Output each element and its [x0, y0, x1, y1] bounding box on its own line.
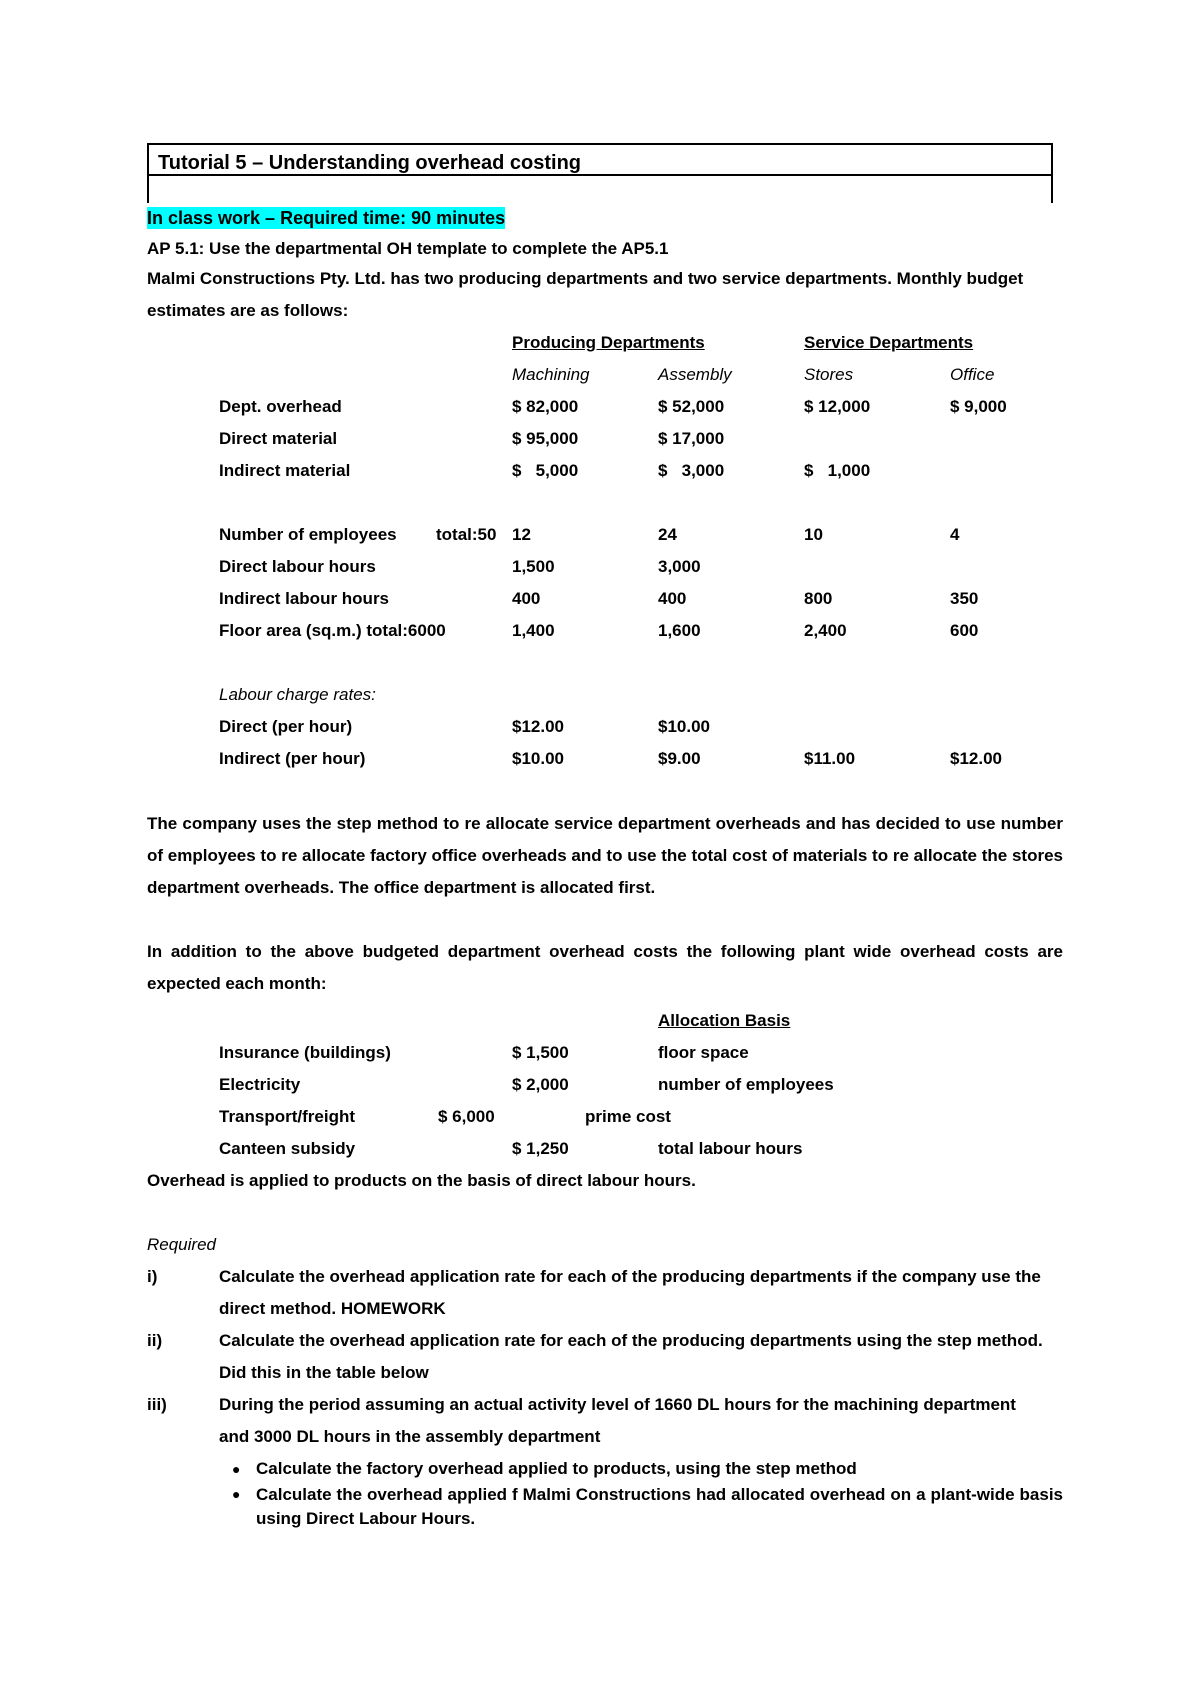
question-text: and 3000 DL hours in the assembly department: [219, 1427, 601, 1446]
applied-basis-line: Overhead is applied to products on the basis of direct labour hours.: [147, 1171, 696, 1190]
dept-assembly: Assembly: [658, 365, 732, 384]
cell-value: $ 17,000: [658, 429, 725, 448]
dept-stores: Stores: [804, 365, 854, 384]
cell-value: 3,000: [658, 557, 701, 576]
cell-value: $ 9,000: [950, 397, 1007, 416]
row-label-dept-overhead: Dept. overhead: [219, 397, 342, 416]
plant-cost-basis: floor space: [658, 1043, 749, 1062]
plant-cost-amount: $ 6,000: [438, 1107, 495, 1126]
cell-value: 600: [950, 621, 979, 640]
row-label-indirect-material: Indirect material: [219, 461, 351, 480]
cell-value: 4: [950, 525, 960, 544]
cell-value: 1,400: [512, 621, 555, 640]
allocation-basis-heading: Allocation Basis: [658, 1011, 791, 1030]
ap-instruction: AP 5.1: Use the departmental OH template to complete the AP5.1: [147, 239, 669, 258]
service-departments-heading: Service Departments: [804, 333, 974, 352]
cell-value: $ 52,000: [658, 397, 725, 416]
cell-value: $12.00: [950, 749, 1002, 768]
title-box-left-rule: [147, 143, 149, 203]
row-label-indirect-labour-hours: Indirect labour hours: [219, 589, 390, 608]
bullet-text: Calculate the overhead applied f Malmi Constructions had allocated overhead on a plant-wide basis using Direct Labour Hours.: [256, 1485, 1063, 1528]
row-label-indirect-rate: Indirect (per hour): [219, 749, 366, 768]
bullet-icon: ●: [232, 1486, 241, 1502]
question-text: Did this in the table below: [219, 1363, 429, 1382]
title-box-right-rule: [1051, 143, 1053, 203]
plant-cost-basis: total labour hours: [658, 1139, 803, 1158]
cell-value: 12: [512, 525, 531, 544]
title-box-top-rule: [147, 143, 1053, 145]
cell-value: 1,500: [512, 557, 555, 576]
question-text: direct method. HOMEWORK: [219, 1299, 446, 1318]
plant-cost-amount: $ 1,500: [512, 1043, 569, 1062]
cell-value: $11.00: [804, 749, 856, 768]
cell-value: 1,600: [658, 621, 701, 640]
question-number: ii): [147, 1331, 163, 1350]
required-heading: Required: [147, 1235, 216, 1254]
cell-value: $10.00: [658, 717, 710, 736]
plant-cost-basis: prime cost: [585, 1107, 671, 1126]
cell-value: $ 82,000: [512, 397, 579, 416]
cell-value: 400: [658, 589, 687, 608]
cell-value: $ 12,000: [804, 397, 871, 416]
plant-cost-basis: number of employees: [658, 1075, 834, 1094]
cell-value: $ 5,000: [512, 461, 579, 480]
cell-value: $12.00: [512, 717, 564, 736]
plant-wide-paragraph: In addition to the above budgeted department overhead costs the following plant wide overhead costs are expected each month:: [147, 942, 1063, 993]
cell-value: 2,400: [804, 621, 847, 640]
cell-value: $ 3,000: [658, 461, 725, 480]
row-label-direct-material: Direct material: [219, 429, 338, 448]
cell-value: $ 1,000: [804, 461, 871, 480]
plant-cost-label: Insurance (buildings): [219, 1043, 391, 1062]
plant-cost-label: Transport/freight: [219, 1107, 356, 1126]
row-label-direct-rate: Direct (per hour): [219, 717, 353, 736]
page-title: Tutorial 5 – Understanding overhead costing: [158, 152, 582, 174]
question-number: iii): [147, 1395, 167, 1414]
cell-value: 400: [512, 589, 541, 608]
cell-value: 350: [950, 589, 979, 608]
bullet-text: Calculate the factory overhead applied to products, using the step method: [256, 1459, 857, 1478]
row-label-floor-area: Floor area (sq.m.) total:6000: [219, 621, 446, 640]
intro-line-2: estimates are as follows:: [147, 301, 349, 320]
question-text: During the period assuming an actual activity level of 1660 DL hours for the machining department: [219, 1395, 1016, 1414]
plant-cost-amount: $ 2,000: [512, 1075, 569, 1094]
producing-departments-heading: Producing Departments: [512, 333, 705, 352]
dept-machining: Machining: [512, 365, 590, 384]
row-label-direct-labour-hours: Direct labour hours: [219, 557, 376, 576]
cell-value: 800: [804, 589, 833, 608]
step-method-paragraph: The company uses the step method to re allocate service department overheads and has decided to use number of employees to re allocate factory office overheads and to use the total cost of materials to re allocate the stores department overheads. The office department is allocated first.: [147, 814, 1063, 897]
bullet-icon: ●: [232, 1461, 241, 1477]
cell-value: $10.00: [512, 749, 564, 768]
question-text: Calculate the overhead application rate for each of the producing departments using the step method.: [219, 1331, 1043, 1350]
plant-cost-label: Electricity: [219, 1075, 301, 1094]
question-text: Calculate the overhead application rate for each of the producing departments if the company use the: [219, 1267, 1041, 1286]
cell-value: 24: [658, 525, 677, 544]
in-class-heading: In class work – Required time: 90 minutes: [147, 208, 506, 228]
employees-total-note: total:50: [436, 525, 497, 544]
dept-office: Office: [950, 365, 995, 384]
plant-cost-amount: $ 1,250: [512, 1139, 569, 1158]
plant-cost-label: Canteen subsidy: [219, 1139, 356, 1158]
cell-value: $ 95,000: [512, 429, 579, 448]
row-label-number-of-employees: Number of employees: [219, 525, 397, 544]
cell-value: $9.00: [658, 749, 701, 768]
intro-line-1: Malmi Constructions Pty. Ltd. has two producing departments and two service departments. Monthly budget: [147, 269, 1024, 288]
question-number: i): [147, 1267, 158, 1286]
cell-value: 10: [804, 525, 823, 544]
labour-charge-rates-heading: Labour charge rates:: [219, 685, 376, 704]
